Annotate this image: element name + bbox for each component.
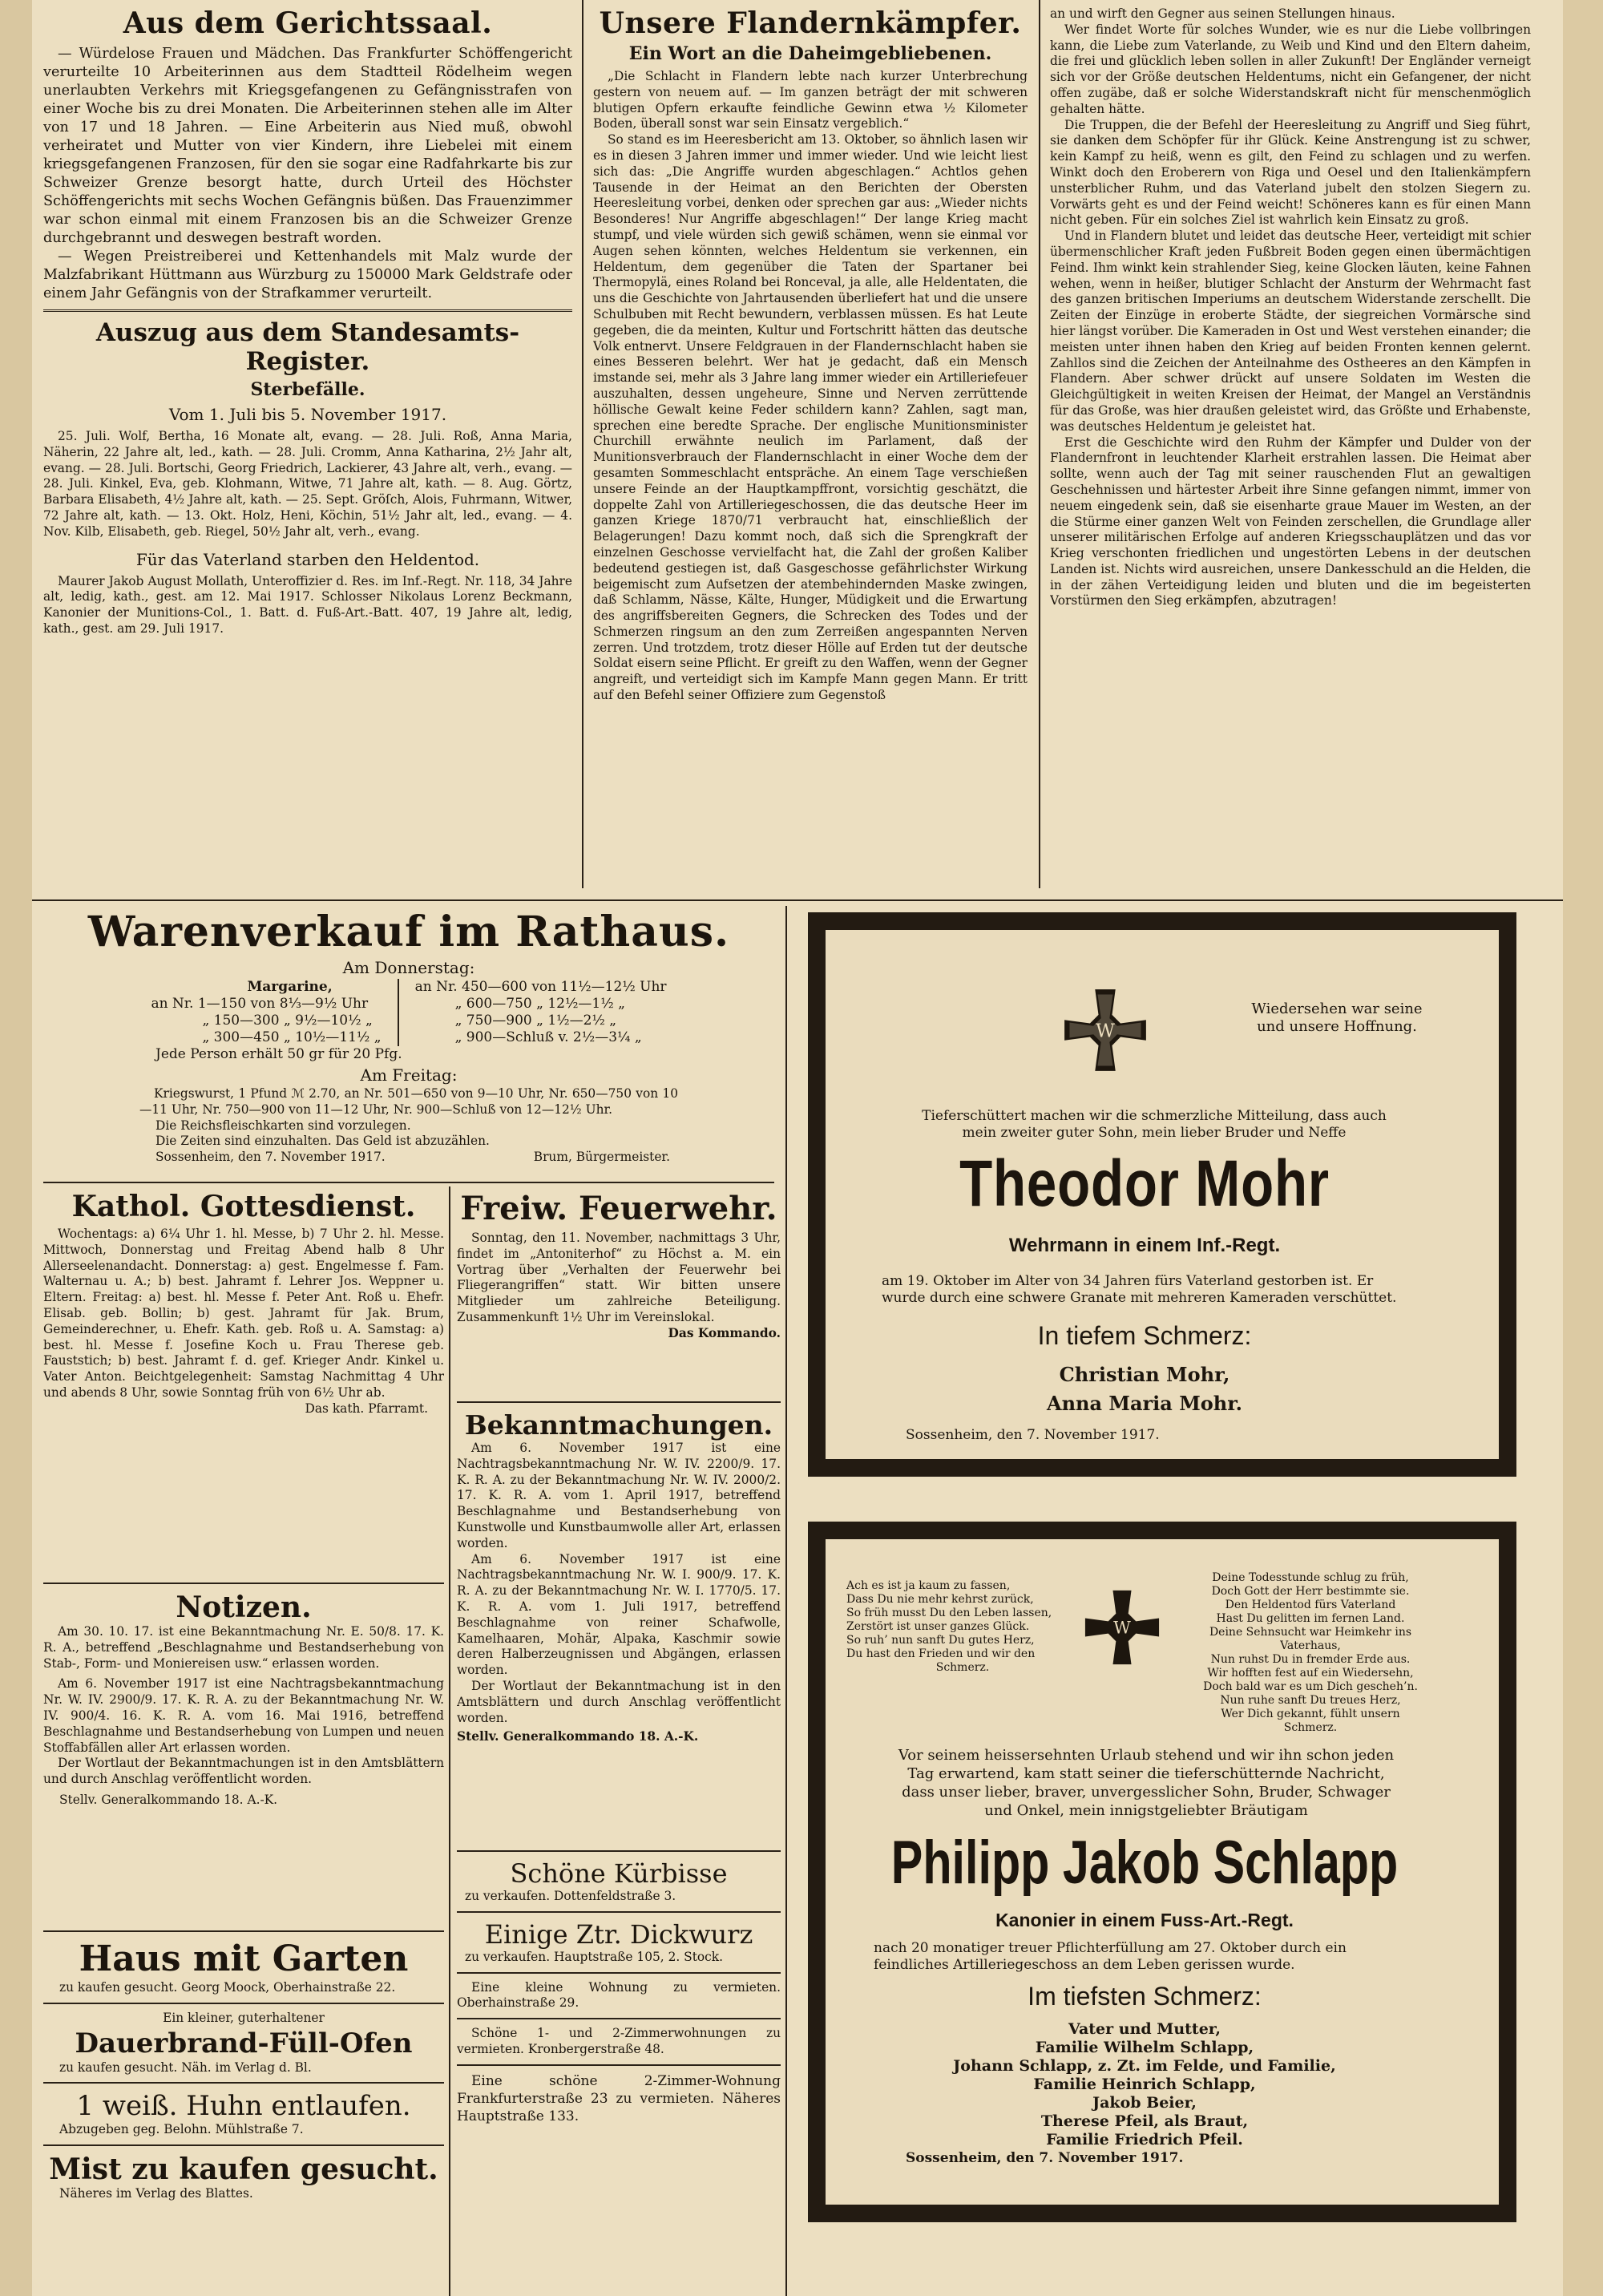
- divider: [43, 1583, 444, 1584]
- col3-paragraph-3: Die Truppen, die der Befehl der Heeresleitung zu Angriff und Sieg führt, sie danken dem Schöpfer für ihr Glück. Keine Anstrengung ist zu schwer, kein Kampf zu heiß, wenn es gilt, den Feind zu schlagen und zu werfen. Winkt doch den Eroberern von Riga und Oesel und den Italienkämpfern unsterblicher Ruhm, und das Vaterland jubelt den stolzen Siegern zu. Vorwärts geht es und der Feind weicht! Schöneres kann es für einen Mann nicht geben. Für ein solches Ziel ist wahrlich kein Einsatz zu groß.: [1050, 117, 1531, 228]
- newspaper-page: [32, 0, 1571, 2296]
- poem-line: Zerstört ist unser ganzes Glück.: [846, 1620, 1030, 1633]
- paper-left-edge: [0, 0, 32, 2296]
- dick-ad: Einige Ztr. Dickwurz: [484, 1918, 753, 1950]
- lower-left-rule: [449, 1186, 450, 2296]
- waren-mid-rule: [398, 979, 399, 1046]
- schlapp-poem-left: [846, 1579, 1079, 1675]
- kath-title: Kathol. Gottesdienst.: [71, 1190, 416, 1223]
- mist-ad-sub: Näheres im Verlag des Blattes.: [59, 2186, 253, 2201]
- dick-ad-sub: zu verkaufen. Hauptstraße 105, 2. Stock.: [465, 1949, 724, 1964]
- column-2: [593, 6, 1028, 895]
- mohr-motto: Wiedersehen war seine und unsere Hoffnung.: [1251, 1000, 1423, 1035]
- poem-line: Dass Du nie mehr kehrst zurück,: [846, 1593, 1034, 1606]
- svg-text:W: W: [1113, 1617, 1131, 1638]
- waren-footer: [43, 1150, 774, 1166]
- huhn-ad-sub: Abzugeben geg. Belohn. Mühlstraße 7.: [59, 2122, 304, 2137]
- waren-left: [151, 979, 381, 1046]
- notizen-title: Notizen.: [176, 1591, 312, 1624]
- divider: [43, 2003, 444, 2004]
- divider: [43, 2144, 444, 2146]
- kuerbis-ad: Schöne Kürbisse: [510, 1858, 728, 1889]
- waren-place: Sossenheim, den 7. November 1917.: [155, 1150, 386, 1165]
- poem-line: Schmerz.: [935, 1661, 990, 1674]
- notizen-paragraph-1: Am 30. 10. 17. ist eine Bekanntmachung Nr. E. 50/8. 17. K. R. A., betreffend „Beschlagnahme und Bestandserhebung von Stab-, Form- und Moniereisen usw.“ erlassen worden.: [43, 1624, 444, 1671]
- ads-left: [43, 1924, 444, 2293]
- zeitraum: Vom 1. Juli bis 5. November 1917.: [168, 405, 447, 424]
- schlapp-obituary: [808, 1522, 1516, 2222]
- gericht-paragraph-1: — Würdelose Frauen und Mädchen. Das Frankfurter Schöffengericht verurteilte 10 Arbeiterinnen aus dem Stadtteil Rödelheim wegen unerlaubten Verkehrs mit Kriegsgefangenen zu Gefängnisstrafen von einer Woche bis zu drei Monaten. Die Arbeiterinnen stehen alle im Alter von 17 und 18 Jahren. — Eine Arbeiterin aus Nied muß, obwohl verheiratet und Mutter von vier Kindern, ihre Liebelei mit einem kriegsgefangenen Franzosen, für den sie sogar eine Radfahrkarte bis zur Schweizer Grenze besorgt hatte, durch Urteil des Höchster Schöffengerichts mit sechs Wochen Gefängnis büßen. Das Frauenzimmer war schon einmal mit einem Franzosen bis an die Schweizer Grenze durchgebrannt und deswegen bestraft worden.: [43, 46, 572, 246]
- wohn-ad-3: Eine schöne 2-Zimmer-Wohnung Frankfurterstraße 23 zu vermieten. Näheres Hauptstraße 133.: [457, 2072, 781, 2124]
- mohr-grief: In tiefem Schmerz:: [1037, 1321, 1252, 1350]
- divider: [457, 2018, 781, 2019]
- notizen-paragraph-3: Der Wortlaut der Bekanntmachungen ist in den Amtsblättern und durch Anschlag veröffentlicht worden.: [43, 1756, 444, 1787]
- schlapp-name-line: Jakob Beier,: [1092, 2094, 1197, 2112]
- divider: [43, 1930, 444, 1932]
- waren-row: „ 600—750 „ 12½—1½ „: [454, 996, 625, 1012]
- mohr-name: Theodor Mohr: [959, 1147, 1330, 1220]
- waren-row: „ 150—300 „ 9½—10½ „: [202, 1013, 373, 1029]
- mohr-rank: Wehrmann in einem Inf.-Regt.: [1008, 1235, 1281, 1256]
- waren-table: [43, 979, 774, 1046]
- kath-section: [43, 1190, 444, 1583]
- ofen-ad-sub: zu kaufen gesucht. Näh. im Verlag d. Bl.: [59, 2060, 312, 2075]
- poem-line: So ruh’ nun sanft Du gutes Herz,: [846, 1634, 1035, 1647]
- column-rule-3: [785, 906, 787, 2296]
- schlapp-intro: Vor seinem heissersehnten Urlaub stehend und wir ihn schon jeden Tag erwartend, kam statt seiner die tieferschütternde Nachricht, dass unser lieber, braver, unvergesslicher Sohn, Bruder, Schwager und Onkel, mein innigstgeliebter Bräutigam: [898, 1747, 1395, 1819]
- ofen-ad: Dauerbrand-Füll-Ofen: [75, 2027, 413, 2060]
- mohr-name-2: Anna Maria Mohr.: [1046, 1392, 1243, 1415]
- mohr-place: Sossenheim, den 7. November 1917.: [906, 1427, 1160, 1443]
- gericht-title: Aus dem Gerichtssaal.: [123, 6, 493, 40]
- bekannt-paragraph-3: Der Wortlaut der Bekanntmachung ist in den Amtsblättern und durch Anschlag veröffentlicht worden.: [457, 1678, 781, 1725]
- notizen-sign: Stellv. Generalkommando 18. A.-K.: [59, 1792, 278, 1807]
- notizen-section: [43, 1576, 444, 1945]
- schlapp-name: Philipp Jakob Schlapp: [890, 1829, 1399, 1897]
- divider: [457, 1401, 781, 1403]
- feuer-title: Freiw. Feuerwehr.: [460, 1190, 777, 1227]
- poem-line: Den Heldentod fürs Vaterland: [1225, 1599, 1396, 1611]
- divider: [457, 1972, 781, 1974]
- divider: [457, 1911, 781, 1913]
- poem-line: Schmerz.: [1283, 1721, 1338, 1734]
- flandern-subtitle: Ein Wort an die Daheimgebliebenen.: [628, 43, 992, 64]
- schlapp-place: Sossenheim, den 7. November 1917.: [906, 2150, 1184, 2166]
- divider: [43, 309, 572, 312]
- haus-ad: Haus mit Garten: [79, 1938, 409, 1979]
- section-rule: [32, 899, 1571, 901]
- waren-row: an Nr. 450—600 von 11½—12½ Uhr: [414, 979, 667, 995]
- col3-paragraph-1: an und wirft den Gegner aus seinen Stellungen hinaus.: [1050, 6, 1395, 21]
- gericht-paragraph-2: — Wegen Preistreiberei und Kettenhandels mit Malz wurde der Malzfabrikant Hüttmann aus Würzburg zu 150000 Mark Geldstrafe oder einem Jahr Gefängnis von der Strafkammer verurteilt.: [43, 249, 572, 301]
- poem-line: Nun ruhe sanft Du treues Herz,: [1220, 1694, 1401, 1707]
- column-3: [1050, 6, 1531, 895]
- feuer-sign: Das Kommando.: [668, 1325, 781, 1340]
- waren-row: „ 300—450 „ 10½—11½ „: [202, 1029, 382, 1045]
- bekannt-paragraph-1: Am 6. November 1917 ist eine Nachtragsbekanntmachung Nr. W. IV. 2200/9. 17. K. R. A. zu der Bekanntmachung Nr. W. IV. 2000/2. 17. K. R. A. vom 1. April 1917, betreffend Beschlagnahme und Bestandserhebung von Kunstwolle und Kunstbaumwolle aller Art, erlassen worden.: [457, 1441, 781, 1550]
- poem-line: Nun ruhst Du in fremder Erde aus.: [1210, 1653, 1411, 1666]
- schlapp-name-line: Familie Heinrich Schlapp,: [1033, 2076, 1256, 2093]
- bekannt-sign: Stellv. Generalkommando 18. A.-K.: [457, 1729, 699, 1744]
- flandern-paragraph-2: So stand es im Heeresbericht am 13. Oktober, so ähnlich lasen wir es in diesen 3 Jahren immer und immer wieder. Und wie leicht liest sich das: „Die Angriffe wurden abgeschlagen.“ Achtlos gehen Tausende in der Heimat an den Berichten der Obersten Heeresleitung vorbei, denken oder sprechen gar aus: „Wieder nichts Besonderes! Nur Angriffe abgeschlagen!“ Der lange Krieg macht stumpf, und viele würden sich gewiß schämen, wenn sie einmal vor Augen sehen könnten, welches Heldentum sie verkennen, ein Heldentum, dem gegenüber die Taten der Spartaner bei Thermopylä, eines Roland bei Ronceval, ja alle, alle Heldentaten, die uns die Geschichte von Jahrtausenden überliefert hat und die unsere Schulbuben mit Recht bewundern, verblassen müssen. Es hat Leute gegeben, die da meinten, Kultur und Fortschritt hätten das deutsche Volk entnervt. Unsere Feldgrauen in der Flandernschlacht haben sie eines Besseren belehrt. Wer hat je gedacht, daß ein Mensch imstande sei, mehr als 3 Jahre lang immer wieder ein Artilleriefeuer auszuhalten, dessen ungeheure, Sinne und Nerven zerrüttende höllische Gewalt keine Feder schildern kann? Zahlen, sagt man, sprechen eine beredte Sprache. Der englische Munitionsminister Churchill erwähnte neulich im Parlament, daß der Munitionsverbrauch der Flandernschlacht in einer Woche dem der gesamten Sommeschlacht entspräche. An einem Tage verschießen unsere Feinde an der Hauptkampffront, vorsichtig geschätzt, die doppelte Zahl von Artilleriegeschossen, die das deutsche Heer im ganzen Kriege 1870/71 verbraucht hat, einschließlich der Belagerungen! Dazu kommt noch, daß sich die Sprengkraft der einzelnen Geschosse vervielfacht hat, die Zahl der großen Kaliber bedeutend gestiegen ist, daß Gasgeschosse gefährlichster Wirkung beigemischt zum Aufsetzen der atembehindernden Maske zwingen, daß Schlamm, Nässe, Kälte, Hunger, Müdigkeit und die Erwartung des angriffsbereiten Gegners, die Schrecken des Todes und der Schmerzen ringsum an den zum Zerreißen angespannten Nerven zerren. Und trotzdem, trotz dieser Hölle auf Erden tut der deutsche Soldat eisern seine Pflicht. Er greift zu den Waffen, wenn der Gegner angreift, und verteidigt sich im Kampfe Mann gegen Mann. Er tritt auf den Befehl seiner Offiziere zum Gegenstoß: [593, 132, 1028, 703]
- standes-title: Auszug aus dem Standesamts-Register.: [95, 318, 520, 376]
- bekannt-paragraph-2: Am 6. November 1917 ist eine Nachtragsbekanntmachung Nr. W. I. 900/9. 17. K. R. A. zu der Bekanntmachung Nr. W. I. 1770/5. 17. K. R. A. vom 1. Juli 1917, betreffend Beschlagnahme von reiner Schafwolle, Kamelhaaren, Mohär, Alpaka, Kaschmir sowie deren Halberzeugnissen und Abgängen, erlassen worden.: [457, 1551, 781, 1678]
- wohn-ad-2: Schöne 1- und 2-Zimmerwohnungen zu vermieten. Kronbergerstraße 48.: [457, 2026, 781, 2056]
- poem-line: Du hast den Frieden und wir den: [846, 1647, 1036, 1660]
- schlapp-name-line: Vater und Mutter,: [1068, 2020, 1221, 2038]
- svg-text:W: W: [1096, 1020, 1115, 1042]
- waren-krieg: Kriegswurst, 1 Pfund ℳ 2.70, an Nr. 501—650 von 9—10 Uhr, Nr. 650—750 von 10—11 Uhr, Nr. 750—900 von 11—12 Uhr, Nr. 900—Schluß von 12—12½ Uhr.: [139, 1086, 678, 1117]
- waren-title: Warenverkauf im Rathaus.: [87, 907, 730, 956]
- waren-day1: Am Donnerstag:: [342, 958, 475, 977]
- poem-line: So früh musst Du den Leben lassen,: [846, 1607, 1052, 1619]
- poem-line: Deine Todesstunde schlug zu früh,: [1212, 1571, 1409, 1584]
- column-rule-1: [582, 0, 583, 888]
- bekannt-section: [457, 1395, 781, 1844]
- mohr-name-1: Christian Mohr,: [1059, 1363, 1230, 1386]
- waren-right: [415, 979, 667, 1046]
- schlapp-details: nach 20 monatiger treuer Pflichterfüllung am 27. Oktober durch ein feindliches Artilleriegeschoss an dem Leben gerissen wurde.: [874, 1940, 1347, 1973]
- poem-line: Vaterhaus,: [1280, 1639, 1341, 1652]
- waren-zeiten: Die Zeiten sind einzuhalten. Das Geld ist abzuzählen.: [155, 1134, 490, 1149]
- sterbe-list: 25. Juli. Wolf, Bertha, 16 Monate alt, evang. — 28. Juli. Roß, Anna Maria, Näherin, 22 Jahre alt, led., kath. — 28. Juli. Cromm, Anna Katharina, 2½ Jahr alt, evang. — 28. Juli. Bortschi, Georg Friedrich, Lackierer, 43 Jahre alt, verh., evang. — 28. Juli. Kinkel, Eva, geb. Klohmann, Witwe, 71 Jahre alt, kath. — 8. Aug. Görtz, Barbara Elisabeth, 4½ Jahre alt, kath. — 25. Sept. Gröſch, Alois, Fuhrmann, Witwer, 72 Jahre alt, kath. — 13. Okt. Holz, Heni, Köchin, 51½ Jahr alt, led., evang. — 4. Nov. Kilb, Elisabeth, geb. Riegel, 50½ Jahr alt, verh., evang.: [43, 429, 572, 539]
- warenverkauf-section: [43, 907, 774, 1180]
- iron-cross-icon: [1084, 1589, 1161, 1666]
- kuerbis-ad-sub: zu verkaufen. Dottenfeldstraße 3.: [465, 1889, 676, 1903]
- kath-text: Wochentags: a) 6¼ Uhr 1. hl. Messe, b) 7 Uhr 2. hl. Messe. Mittwoch, Donnerstag und Freitag Abend halb 8 Uhr Allerseelenandacht. Donnerstag: a) gest. Engelmesse f. Fam. Walternau u. A.; b) best. Jahramt f. Lehrer Jos. Weppner u. Eltern. Freitag: a) best. hl. Messe f. Peter Ant. Roß u. Ehefr. Elisab. geb. Bollin; b) gest. Jahramt für Jak. Brum, Gemeinderechner, u. Ehefr. Kath. geb. Roß u. A. Samstag: a) best. hl. Messe f. Josefine Koch u. Frau Therese geb. Fauststich; b) best. Jahramt f. d. gef. Krieger Andr. Kinkel u. Vater Anton. Beichtgelegenheit: Samstag Nachmittag 4 Uhr und abends 8 Uhr, sowie Sonntag früh von 6½ Uhr ab.: [43, 1227, 444, 1400]
- mohr-obituary: [808, 912, 1516, 1477]
- schlapp-grief: Im tiefsten Schmerz:: [1028, 1982, 1262, 2011]
- vaterland-heading: Für das Vaterland starben den Heldentod.: [135, 549, 480, 569]
- schlapp-name-line: Johann Schlapp, z. Zt. im Felde, und Familie,: [953, 2057, 1336, 2075]
- waren-person: Jede Person erhält 50 gr für 20 Pfg.: [155, 1046, 402, 1062]
- waren-row: an Nr. 1—150 von 8⅓—9½ Uhr: [151, 996, 369, 1012]
- col3-paragraph-4: Und in Flandern blutet und leidet das deutsche Heer, verteidigt mit schier übermenschlicher Kraft jeden Fußbreit Boden gegen einen übermächtigen Feind. Ihm winkt kein strahlender Sieg, keine Glocken läuten, keine Fahnen wehen, wenn in heißer, blutiger Schlacht der Ansturm der Wehrmacht fast des ganzen britischen Imperiums an deutschem Widerstande zerschellt. Die Zeiten der Einzüge in eroberte Städte, der siegreichen Vormärsche sind hier längst vorüber. Die Kameraden in Ost und West verstehen einander; die meisten unter ihnen haben den Krieg auf beiden Fronten kennen gelernt. Zahllos sind die Zeichen der Anteilnahme des Ostheeres an den Kämpfen in Flandern. Aber schwer drückt auf unsere Soldaten im Westen die Gleichgültigkeit in weiten Kreisen der Heimat, der Mangel an Verständnis für das Große, was hier draußen geleistet wird, das Größte und Erhabenste, was deutsches Heldentum je geleistet hat.: [1050, 228, 1531, 434]
- schlapp-name-line: Therese Pfeil, als Braut,: [1040, 2112, 1249, 2130]
- divider: [457, 2064, 781, 2066]
- poem-line: Hast Du gelitten im fernen Land.: [1216, 1612, 1405, 1625]
- col3-paragraph-2: Wer findet Worte für solches Wunder, wie es nur die Liebe vollbringen kann, die Liebe zum Vaterlande, zu Weib und Kind und den Eltern daheim, die frei und glücklich leben sollen in aller Zukunft! Der Engländer verneigt sich vor der Größe deutschen Heldentums, nicht ein Gefangener, der nicht offen zugäbe, daß er solche Widerstandskraft nicht für menschenmöglich gehalten hätte.: [1050, 22, 1531, 116]
- poem-line: Doch bald war es um Dich gescheh’n.: [1203, 1680, 1418, 1693]
- feuer-text: Sonntag, den 11. November, nachmittags 3 Uhr, findet im „Antoniterhof“ zu Höchst a. M. ein Vortrag über „Verhalten der Feuerwehr bei Fliegerangriffen“ statt. Wir bitten unsere Mitglieder um zahlreiche Beteiligung. Zusammenkunft 1½ Uhr im Vereinslokal.: [457, 1231, 781, 1324]
- mohr-details: am 19. Oktober im Alter von 34 Jahren fürs Vaterland gestorben ist. Er wurde durch eine schwere Granate mit mehreren Kameraden verschüttet.: [882, 1273, 1397, 1306]
- poem-line: Wer Dich gekannt, fühlt unsern: [1221, 1708, 1400, 1720]
- mist-ad: Mist zu kaufen gesucht.: [49, 2152, 438, 2187]
- iron-cross-icon: [1063, 988, 1148, 1073]
- poem-line: Deine Sehnsucht war Heimkehr ins: [1209, 1626, 1412, 1639]
- ofen-pre: Ein kleiner, guterhaltener: [163, 2010, 325, 2025]
- waren-row: „ 900—Schluß v. 2½—3¼ „: [454, 1029, 642, 1045]
- poem-line: Doch Gott der Herr bestimmte sie.: [1211, 1585, 1410, 1598]
- kath-sign: Das kath. Pfarramt.: [305, 1401, 428, 1416]
- helden-list: Maurer Jakob August Mollath, Unteroffizier d. Res. im Inf.-Regt. Nr. 118, 34 Jahre alt, ledig, kath., gest. am 12. Mai 1917. Schlosser Nikolaus Lorenz Beckmann, Kanonier der Munitions-Col., 1. Batt. d. Fuß-Art.-Batt. 407, 19 Jahre alt, ledig, kath., gest. am 29. Juli 1917.: [43, 573, 572, 636]
- column-rule-2: [1039, 0, 1040, 888]
- waren-sign: Brum, Bürgermeister.: [533, 1150, 670, 1165]
- waren-rule: [43, 1182, 774, 1183]
- waren-reich: Die Reichsfleischkarten sind vorzulegen.: [155, 1118, 411, 1133]
- paper-right-edge: [1563, 0, 1603, 2296]
- divider: [43, 2082, 444, 2084]
- divider: [457, 1850, 781, 1852]
- wohn-ad-1: Eine kleine Wohnung zu vermieten. Oberhainstraße 29.: [457, 1979, 781, 2011]
- sterbe-heading: Sterbefälle.: [250, 379, 365, 400]
- notizen-paragraph-2: Am 6. November 1917 ist eine Nachtragsbekanntmachung Nr. W. IV. 2900/9. 17. K. R. A. zu der Bekanntmachung Nr. W. IV. 900/4. 16. K. R. A. vom 16. Mai 1916, betreffend Beschlagnahme und Bestandserhebung von Lumpen und neuen Stoffabfällen aller Art erlassen worden.: [43, 1676, 444, 1755]
- schlapp-name-line: Familie Wilhelm Schlapp,: [1035, 2039, 1254, 2056]
- col3-paragraph-5: Erst die Geschichte wird den Ruhm der Kämpfer und Dulder von der Flandernfront in leuchtender Klarheit erstrahlen lassen. Die Heimat aber sollte, wenn auch der Tag mit seiner rauschenden Flut an gewaltigen Geschehnissen und härtester Arbeit ihre Sinne gefangen nimmt, immer von neuem eingedenk sein, daß sie eisenharte graue Mauer im Westen, an der die Stürme einer ganzen Welt von Feinden zerschellen, die Grundlage aller unserer militärischen Erfolge auf anderen Kriegsschauplätzen und das vor Krieg verschonten friedlichen und ungestörten Lebens in der deutschen Landen ist. Nichts wird ausreichen, unsere Dankesschuld an die Helden, die in der zähen Verteidigung leiden und bluten und die im begeisterten Vorstürmen den Sieg erkämpfen, abzutragen!: [1050, 435, 1531, 608]
- waren-row: „ 750—900 „ 1½—2½ „: [454, 1013, 617, 1029]
- column-1: [43, 6, 572, 895]
- waren-day2: Am Freitag:: [360, 1065, 458, 1085]
- schlapp-rank: Kanonier in einem Fuss-Art.-Regt.: [995, 1910, 1294, 1930]
- poem-line: Wir hofften fest auf ein Wiedersehn,: [1207, 1667, 1414, 1680]
- schlapp-poem-right: [1170, 1571, 1451, 1735]
- flandern-title: Unsere Flandernkämpfer.: [599, 6, 1022, 40]
- bekannt-title: Bekanntmachungen.: [464, 1409, 773, 1441]
- haus-ad-sub: zu kaufen gesucht. Georg Moock, Oberhainstraße 22.: [59, 1980, 396, 1995]
- feuerwehr-section: [457, 1190, 781, 1393]
- schlapp-names: [826, 2020, 1464, 2149]
- ads-mid: [457, 1844, 781, 2293]
- huhn-ad: 1 weiß. Huhn entlaufen.: [76, 2090, 411, 2123]
- schlapp-name-line: Familie Friedrich Pfeil.: [1046, 2131, 1243, 2148]
- flandern-paragraph-1: „Die Schlacht in Flandern lebte nach kurzer Unterbrechung gestern von neuem auf. — Im ganzen beträgt der mit schweren blutigen Opfern erkaufte feindliche Gewinn etwa ½ Kilometer Boden, überall sonst war sein Einsatz vergeblich.“: [593, 69, 1028, 131]
- mohr-intro: Tieferschüttert machen wir die schmerzliche Mitteilung, dass auch mein zweiter guter Sohn, mein lieber Bruder und Neffe: [922, 1108, 1387, 1141]
- margarine-label: Margarine,: [247, 979, 333, 995]
- poem-line: Ach es ist ja kaum zu fassen,: [846, 1579, 1011, 1592]
